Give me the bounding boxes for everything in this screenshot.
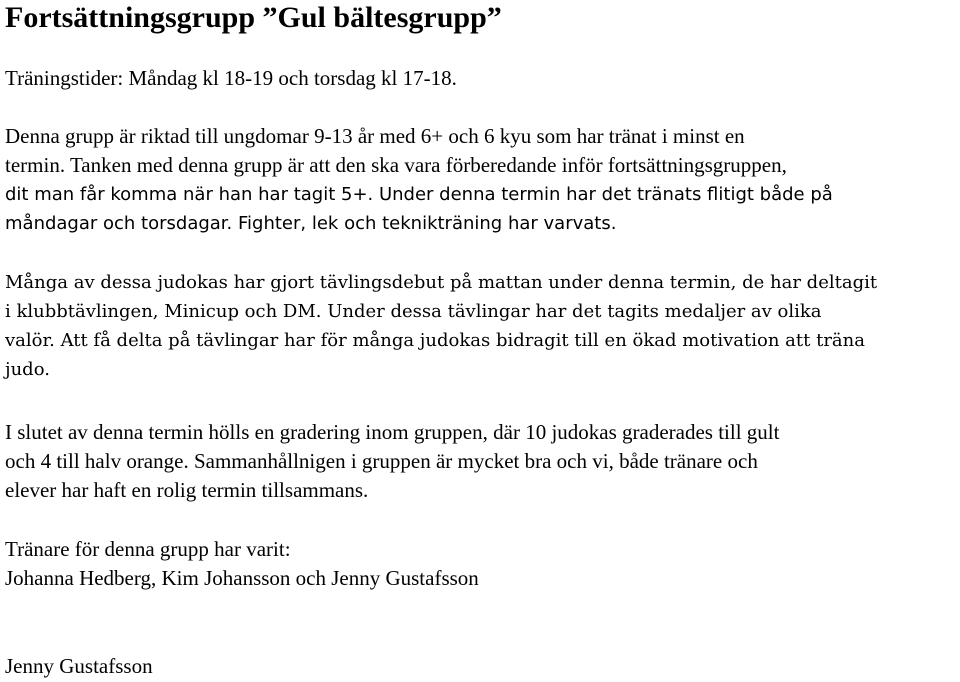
paragraph-line: termin. Tanken med denna grupp är att den ska vara förberedande inför fortsättningsgruppen,: [5, 153, 787, 177]
schedule-line: Träningstider: Måndag kl 18-19 och torsdag kl 17-18.: [5, 66, 457, 90]
training-schedule: [5, 64, 457, 93]
signature-name: Jenny Gustafsson: [5, 654, 153, 678]
paragraph-line: dit man får komma när han har tagit 5+. Under denna termin har det tränats flitigt både på: [5, 184, 833, 205]
paragraph-line: Många av dessa judokas har gjort tävlingsdebut på mattan under denna termin, de har deltagit: [5, 272, 878, 293]
paragraph-line: elever har haft en rolig termin tillsammans.: [5, 478, 369, 502]
paragraph-line: och 4 till halv orange. Sammanhållnigen i gruppen är mycket bra och vi, både tränare och: [5, 449, 758, 473]
page-title: Fortsättningsgrupp ”Gul bältesgrupp”: [5, 1, 502, 34]
paragraph-line: I slutet av denna termin hölls en gradering inom gruppen, där 10 judokas graderades till gult: [5, 420, 780, 444]
signature: [5, 652, 153, 681]
trainers-names: Johanna Hedberg, Kim Johansson och Jenny Gustafsson: [5, 566, 479, 590]
paragraph-line: i klubbtävlingen, Minicup och DM. Under dessa tävlingar har det tagits medaljer av olika: [5, 301, 822, 322]
trainers-heading: Tränare för denna grupp har varit:: [5, 537, 291, 561]
trainers-section: [5, 535, 479, 593]
paragraph-line: Denna grupp är riktad till ungdomar 9-13 år med 6+ och 6 kyu som har tränat i minst en: [5, 124, 745, 148]
paragraph-line: judo.: [5, 359, 50, 380]
paragraph-group-intro: [5, 122, 833, 238]
paragraph-competitions: [5, 268, 877, 384]
paragraph-line: valör. Att få delta på tävlingar har för många judokas bidragit till en ökad motivation att träna: [5, 330, 865, 351]
paragraph-line: måndagar och torsdagar. Fighter, lek och teknikträning har varvats.: [5, 213, 617, 234]
paragraph-grading: [5, 418, 779, 505]
